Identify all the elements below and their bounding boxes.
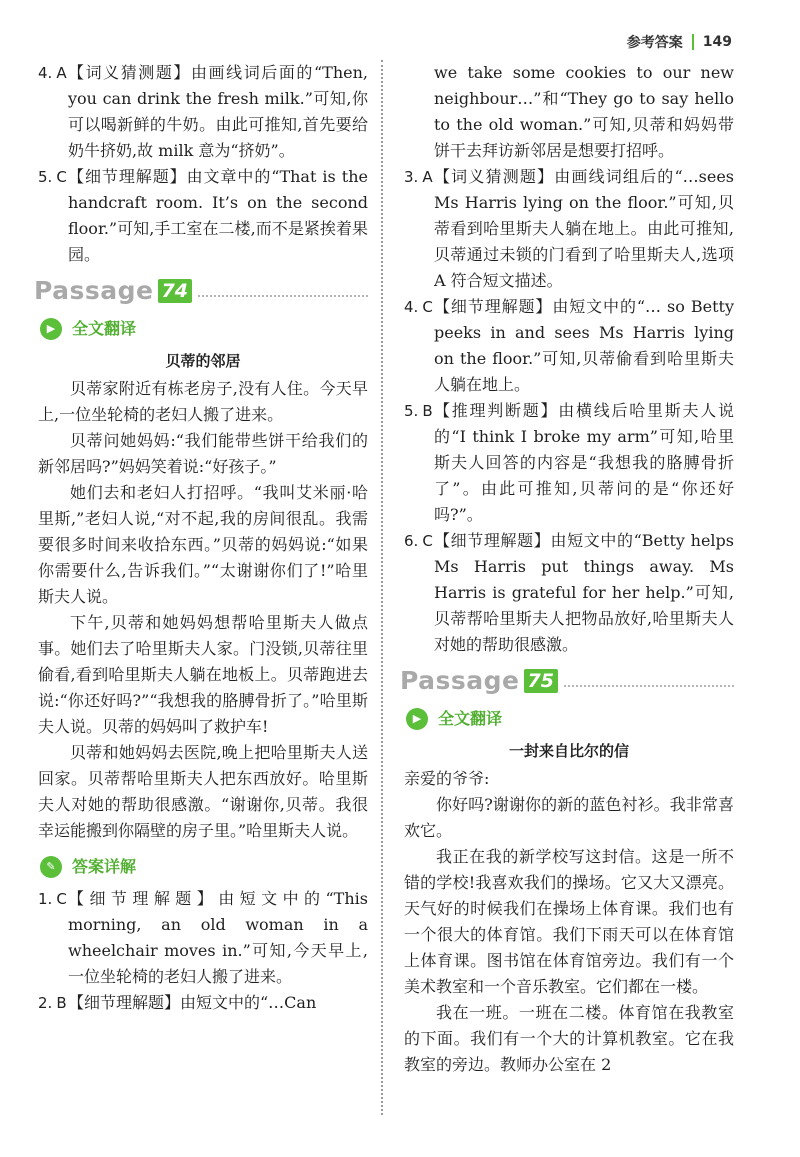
dotted-rule	[564, 675, 734, 687]
answer-text: 【细节理解题】由短文中的“Betty helps Ms Harris put things away. Ms Harris is grateful for her help.”可知,贝蒂帮哈里斯夫人把物品放好,哈里斯夫人对她的帮助很感激。	[434, 531, 734, 654]
section-label: 答案详解	[72, 857, 137, 876]
answer-item	[404, 528, 734, 658]
answer-text: 【词义猜测题】由画线词后面的“Then, you can drink the fresh milk.”可知,你可以喝新鲜的牛奶。由此可推知,首先要给奶牛挤奶,故 milk 意为“挤奶”。	[68, 63, 368, 160]
letter-greeting: 亲爱的爷爷:	[404, 769, 490, 788]
answer-letter: A	[422, 168, 433, 186]
answer-number: 2.	[38, 994, 53, 1012]
answer-number: 4.	[404, 298, 419, 316]
answer-item	[404, 164, 734, 294]
paragraph: 我正在我的新学校写这封信。这是一所不错的学校!我喜欢我们的操场。它又大又漂亮。天气好的时候我们在操场上体育课。我们也有一个很大的体育馆。我们下雨天可以在体育馆上体育课。图书馆在体育馆旁边。我们有一个美术教室和一个音乐教室。它们都在一楼。	[404, 847, 734, 996]
answer-item	[38, 886, 368, 990]
left-column	[34, 60, 368, 1016]
answer-text: 【细节理解题】由文章中的“That is the handcraft room. It’s on the second floor.”可知,手工室在二楼,而不是紧挨着果园。	[68, 167, 368, 264]
section-name: 参考答案	[626, 35, 683, 51]
answer-item	[38, 164, 368, 268]
answer-number: 3.	[404, 168, 419, 186]
passage-number: 74	[158, 279, 192, 303]
leaf-icon: ✎	[40, 856, 62, 878]
answer-number: 4.	[38, 64, 53, 82]
answer-item	[404, 398, 734, 528]
answer-text: we take some cookies to our new neighbour…”和“They go to say hello to the old woman.”可知,贝蒂和妈妈带饼干去拜访新邻居是想要打招呼。	[434, 63, 734, 160]
answer-text: 【细节理解题】由短文中的“…Can	[68, 993, 317, 1012]
paragraph: 我在一班。一班在二楼。体育馆在我教室的下面。我们有一个大的计算机教室。它在我教室的旁边。教师办公室在 2	[404, 1003, 734, 1074]
paragraph: 你好吗?谢谢你的新的蓝色衬衫。我非常喜欢它。	[404, 795, 734, 840]
answer-letter: A	[56, 64, 67, 82]
answer-number: 5.	[38, 168, 53, 186]
letter-title: 一封来自比尔的信	[508, 742, 629, 760]
answer-letter: B	[56, 994, 67, 1012]
passage-word: Passage	[34, 276, 154, 305]
paragraph: 下午,贝蒂和她妈妈想帮哈里斯夫人做点事。她们去了哈里斯夫人家。门没锁,贝蒂往里偷看,看到哈里斯夫人躺在地板上。贝蒂跑进去说:“你还好吗?”“我想我的胳膊骨折了。”哈里斯夫人说。贝蒂的妈妈叫了救护车!	[38, 613, 368, 736]
answer-number: 6.	[404, 532, 419, 550]
paragraph: 贝蒂家附近有栋老房子,没有人住。今天早上,一位坐轮椅的老妇人搬了进来。	[38, 379, 368, 424]
right-column	[400, 60, 734, 1078]
answer-text: 【细节理解题】由短文中的“This morning, an old woman in a wheelchair moves in.”可知,今天早上,一位坐轮椅的老妇人搬了进来。	[68, 889, 368, 986]
page-number: 149	[702, 34, 732, 50]
answer-letter: C	[56, 890, 67, 908]
answer-item	[38, 990, 368, 1016]
dotted-rule	[198, 285, 368, 297]
paragraph: 她们去和老妇人打招呼。“我叫艾米丽·哈里斯,”老妇人说,“对不起,我的房间很乱。我需要很多时间来收拾东西。”贝蒂的妈妈说:“如果你需要什么,告诉我们。”“太谢谢你们了!”哈里斯夫人说。	[38, 483, 368, 606]
header-separator	[692, 34, 694, 50]
section-heading-translation	[40, 316, 368, 342]
passage-word: Passage	[400, 666, 520, 695]
section-heading-answers	[40, 854, 368, 880]
paragraph: 贝蒂问她妈妈:“我们能带些饼干给我们的新邻居吗?”妈妈笑着说:“好孩子。”	[38, 431, 368, 476]
section-heading-translation	[406, 706, 734, 732]
play-icon: ▶	[40, 318, 62, 340]
answer-item	[404, 294, 734, 398]
answer-text: 【细节理解题】由短文中的“… so Betty peeks in and sees Ms Harris lying on the floor.”可知,贝蒂偷看到哈里斯夫人躺在地上。	[434, 297, 734, 394]
section-label: 全文翻译	[72, 319, 137, 338]
answer-letter: B	[422, 402, 433, 420]
answer-letter: C	[422, 532, 433, 550]
play-icon: ▶	[406, 708, 428, 730]
answer-number: 1.	[38, 890, 53, 908]
answer-letter: C	[422, 298, 433, 316]
passage-heading-75	[400, 668, 734, 694]
answer-item	[38, 60, 368, 164]
answer-text: 【词义猜测题】由画线词组后的“…sees Ms Harris lying on the floor.”可知,贝蒂看到哈里斯夫人躺在地上。由此可推知,贝蒂通过未锁的门看到了哈里斯夫人,选项 A 符合短文描述。	[434, 167, 734, 290]
answer-letter: C	[56, 168, 67, 186]
section-label: 全文翻译	[438, 709, 503, 728]
answer-number: 5.	[404, 402, 419, 420]
passage-heading-74	[34, 278, 368, 304]
passage-number: 75	[524, 669, 558, 693]
paragraph: 贝蒂和她妈妈去医院,晚上把哈里斯夫人送回家。贝蒂帮哈里斯夫人把东西放好。哈里斯夫人对她的帮助很感激。“谢谢你,贝蒂。我很幸运能搬到你隔壁的房子里。”哈里斯夫人说。	[38, 743, 368, 840]
answer-continuation	[404, 60, 734, 164]
page-header	[627, 32, 732, 52]
answer-text: 【推理判断题】由横线后哈里斯夫人说的“I think I broke my arm”可知,哈里斯夫人回答的内容是“我想我的胳膊骨折了”。由此可推知,贝蒂问的是“你还好吗?”。	[434, 401, 734, 524]
story-title: 贝蒂的邻居	[165, 352, 241, 370]
column-divider	[381, 60, 383, 1115]
